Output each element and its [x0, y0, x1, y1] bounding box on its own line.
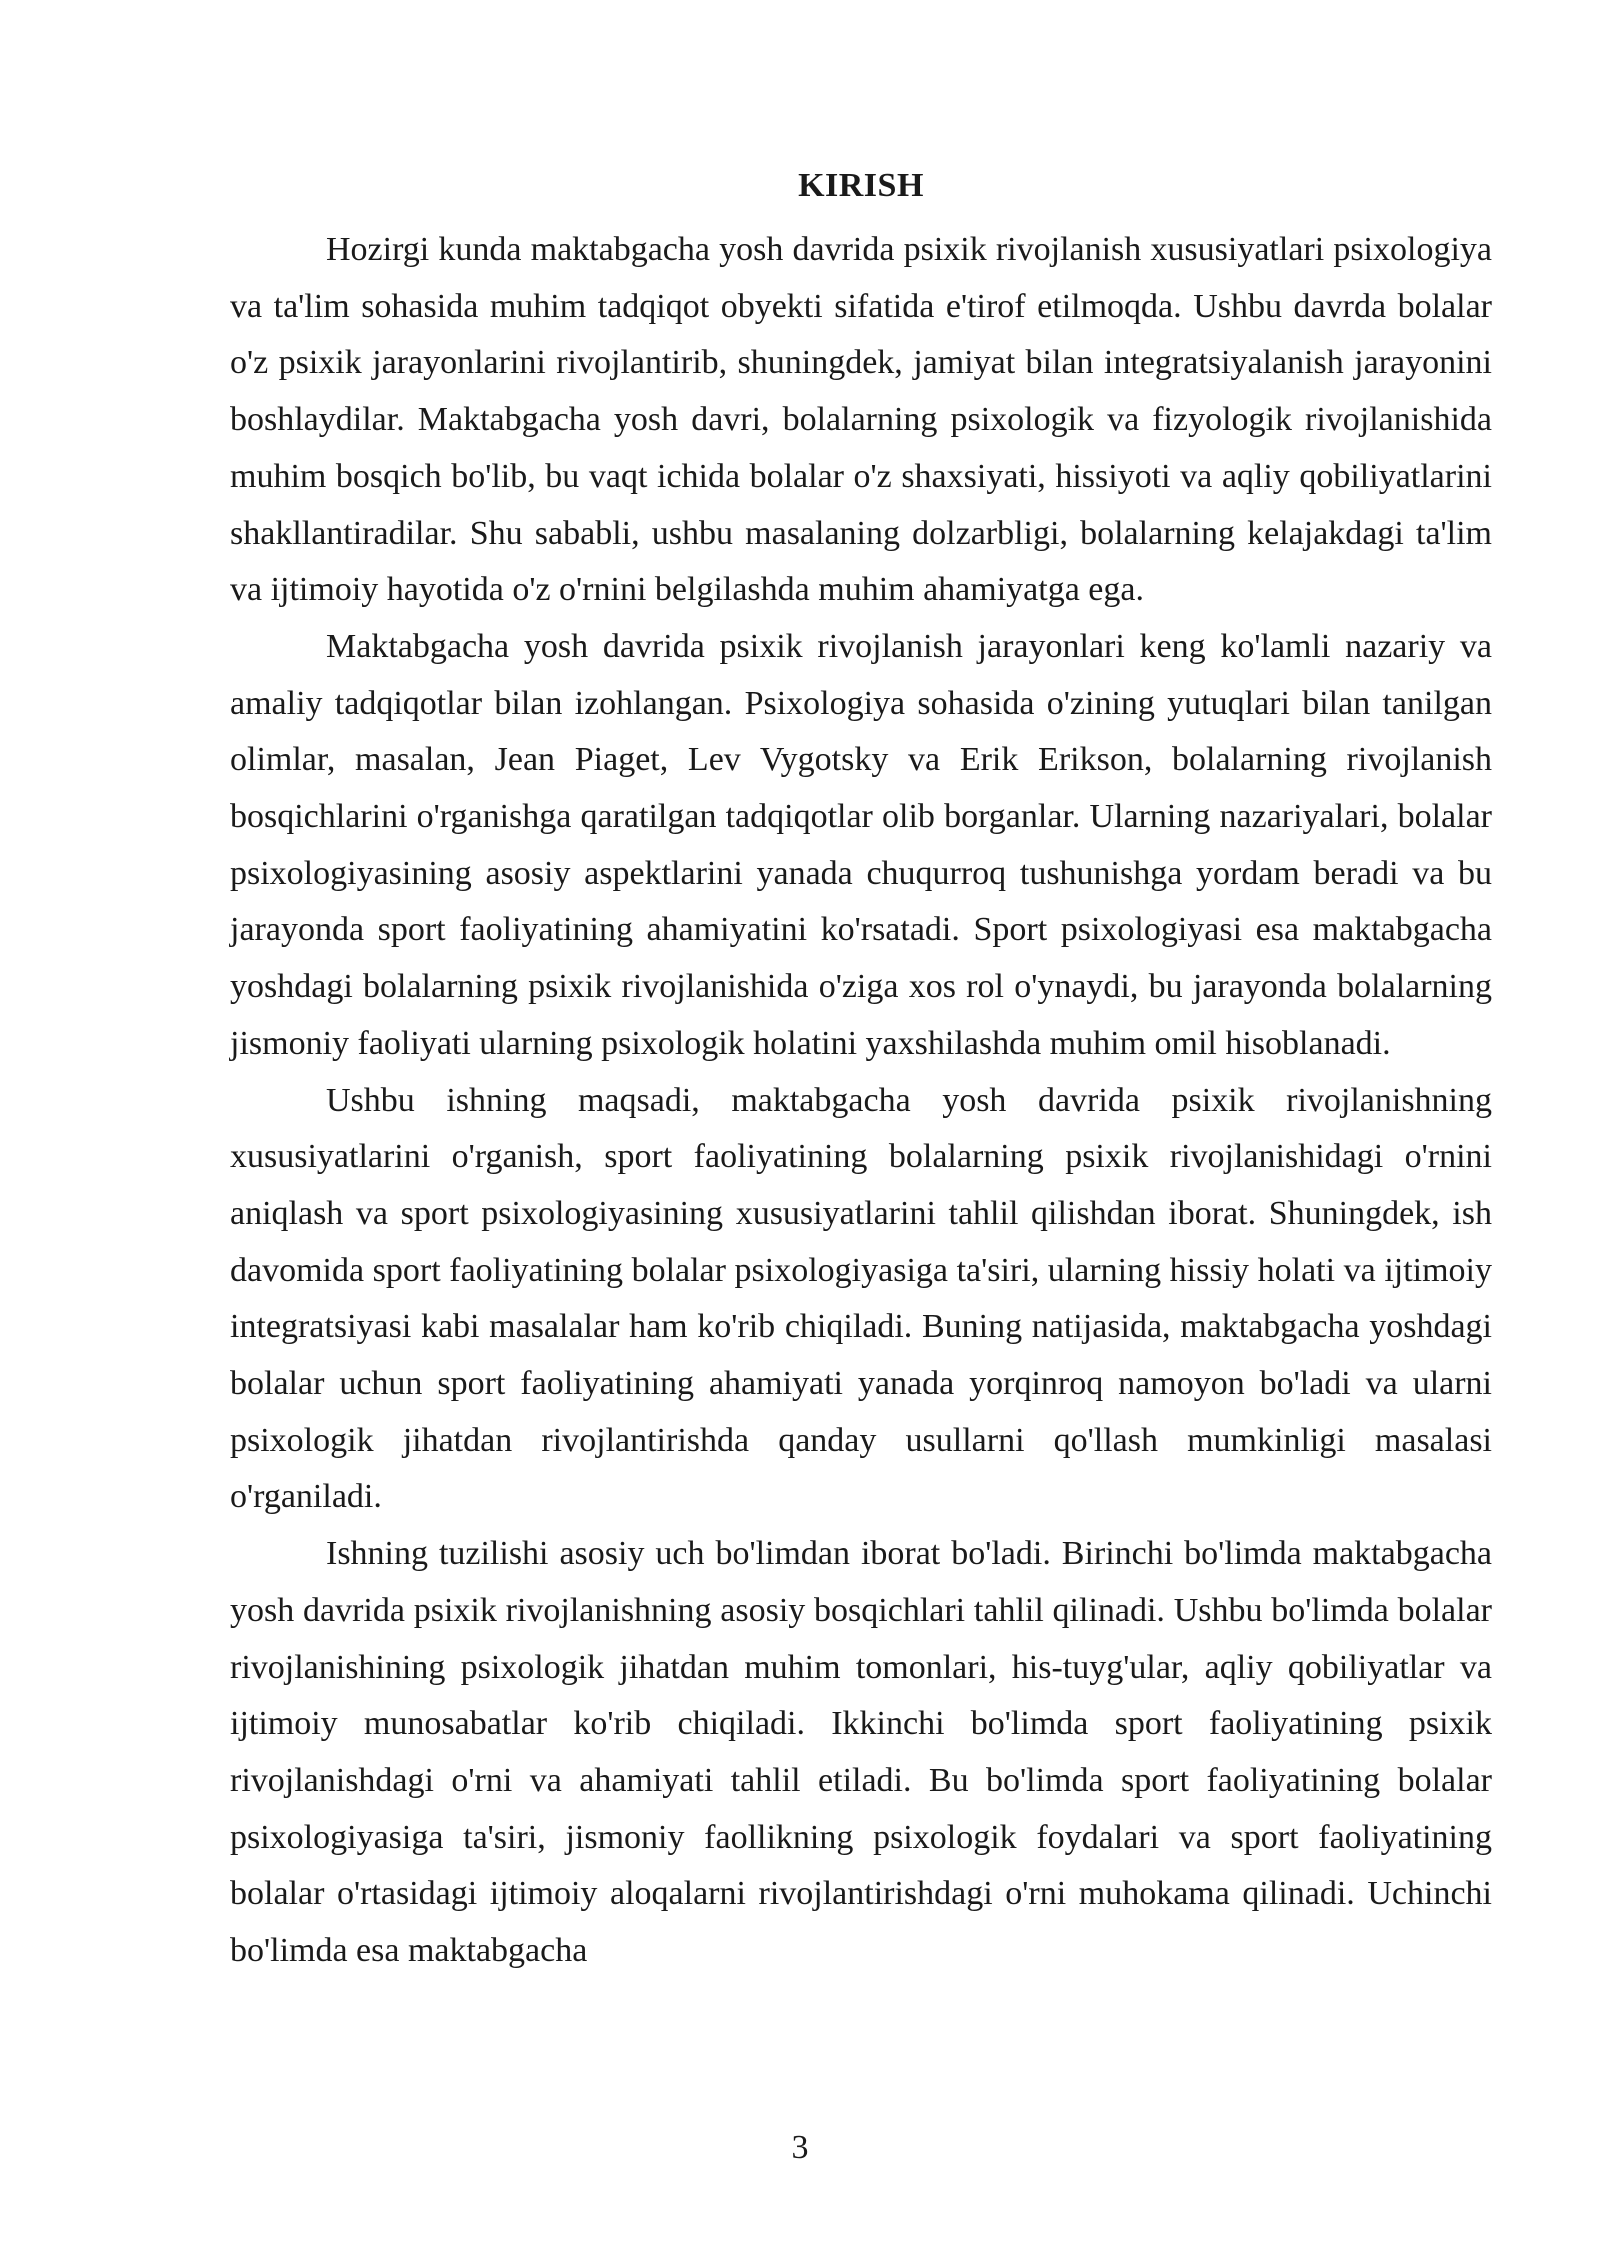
paragraph-2: Maktabgacha yosh davrida psixik rivojlanish jarayonlari keng ko'lamli nazariy va amaliy tadqiqotlar bilan izohlangan. Psixologiya sohasida o'zining yutuqlari bilan tanilgan olimlar, masalan, Jean Piaget, Lev Vygotsky va Erik Erikson, bolalarning rivojlanish bosqichlarini o'rganishga qaratilgan tadqiqotlar olib borganlar. Ularning nazariyalari, bolalar psixologiyasining asosiy aspektlarini yanada chuqurroq tushunishga yordam beradi va bu jarayonda sport faoliyatining ahamiyatini ko'rsatadi. Sport psixologiyasi esa maktabgacha yoshdagi bolalarning psixik rivojlanishida o'ziga xos rol o'ynaydi, bu jarayonda bolalarning jismoniy faoliyati ularning psixologik holatini yaxshilashda muhim omil hisoblanadi. [230, 627, 1492, 1062]
page-number: 3 [791, 2129, 809, 2166]
paragraph-1: Hozirgi kunda maktabgacha yosh davrida psixik rivojlanish xususiyatlari psixologiya va ta'lim sohasida muhim tadqiqot obyekti sifatida e'tirof etilmoqda. Ushbu davrda bolalar o'z psixik jarayonlarini rivojlantirib, shuningdek, jamiyat bilan integratsiyalanish jarayonini boshlaydilar. Maktabgacha yosh davri, bolalarning psixologik va fizyologik rivojlanishida muhim bosqich bo'lib, bu vaqt ichida bolalar o'z shaxsiyati, hissiyoti va aqliy qobiliyatlarini shakllantiradilar. Shu sababli, ushbu masalaning dolzarbligi, bolalarning kelajakdagi ta'lim va ijtimoiy hayotida o'z o'rnini belgilashda muhim ahamiyatga ega. [230, 231, 1492, 609]
page-title: KIRISH [798, 167, 924, 204]
page-content [230, 162, 1492, 1980]
paragraph-4: Ishning tuzilishi asosiy uch bo'limdan iborat bo'ladi. Birinchi bo'limda maktabgacha yosh davrida psixik rivojlanishning asosiy bosqichlari tahlil qilinadi. Ushbu bo'limda bolalar rivojlanishining psixologik jihatdan muhim tomonlari, his-tuyg'ular, aqliy qobiliyatlar va ijtimoiy munosabatlar ko'rib chiqiladi. Ikkinchi bo'limda sport faoliyatining psixik rivojlanishdagi o'rni va ahamiyati tahlil etiladi. Bu bo'limda sport faoliyatining bolalar psixologiyasiga ta'siri, jismoniy faollikning psixologik foydalari va sport faoliyatining bolalar o'rtasidagi ijtimoiy aloqalarni rivojlantirishdagi o'rni muhokama qilinadi. Uchinchi bo'limda esa maktabgacha [230, 1535, 1492, 1970]
paragraph-3: Ushbu ishning maqsadi, maktabgacha yosh davrida psixik rivojlanishning xususiyatlarini o'rganish, sport faoliyatining bolalarning psixik rivojlanishidagi o'rnini aniqlash va sport psixologiyasining xususiyatlarini tahlil qilishdan iborat. Shuningdek, ish davomida sport faoliyatining bolalar psixologiyasiga ta'siri, ularning hissiy holati va ijtimoiy integratsiyasi kabi masalalar ham ko'rib chiqiladi. Buning natijasida, maktabgacha yoshdagi bolalar uchun sport faoliyatining ahamiyati yanada yorqinroq namoyon bo'ladi va ularni psixologik jihatdan rivojlantirishda qanday usullarni qo'llash mumkinligi masalasi o'rganiladi. [230, 1081, 1492, 1516]
